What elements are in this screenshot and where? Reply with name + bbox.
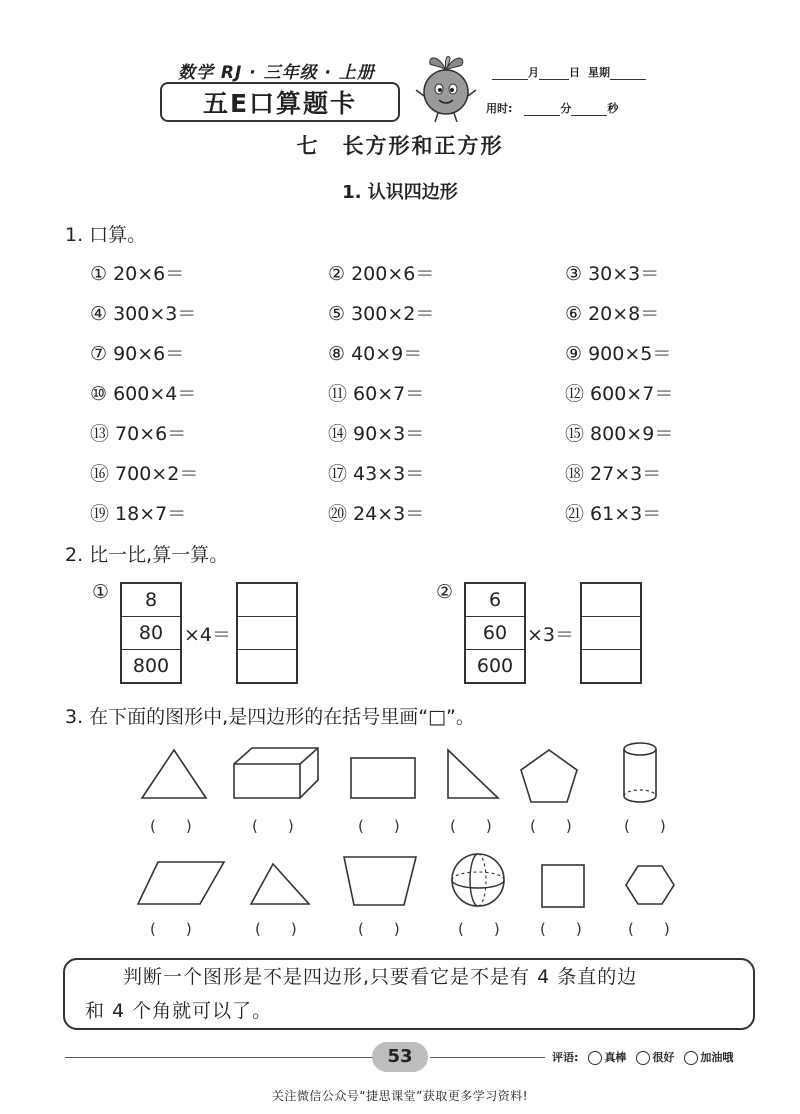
problem-1: ① 20×6＝	[90, 263, 185, 285]
problem-2: ② 200×6＝	[328, 263, 435, 285]
answer-paren[interactable]: ( )	[150, 920, 192, 938]
answer-paren[interactable]: ( )	[252, 817, 294, 835]
answer-box[interactable]	[582, 649, 640, 682]
problem-17: ⑰ 43×3＝	[328, 463, 425, 485]
group-2-answer-boxes	[580, 582, 642, 684]
trapezoid-shape	[340, 853, 420, 909]
page-number: 53	[372, 1042, 428, 1072]
rating-bar	[552, 1049, 733, 1065]
parallelogram-shape	[134, 858, 228, 908]
book-badge: 五E口算题卡	[160, 82, 400, 122]
group-1-value: 80	[122, 616, 180, 649]
group-1-index: ①	[92, 581, 110, 603]
triangle-shape	[138, 746, 210, 802]
group-2-index: ②	[436, 581, 454, 603]
problem-12: ⑫ 600×7＝	[565, 383, 674, 405]
problem-7: ⑦ 90×6＝	[90, 343, 185, 365]
rating-option: 真棒	[604, 1051, 627, 1064]
answer-paren[interactable]: ( )	[458, 920, 500, 938]
answer-paren[interactable]: ( )	[628, 920, 670, 938]
tip-box	[63, 958, 755, 1030]
problem-19: ⑲ 18×7＝	[90, 503, 187, 525]
problem-14: ⑭ 90×3＝	[328, 423, 425, 445]
answer-paren[interactable]: ( )	[255, 920, 297, 938]
smile-face-icon[interactable]	[588, 1051, 602, 1065]
group-1-values	[120, 582, 182, 684]
group-2-value: 600	[466, 649, 524, 682]
answer-paren[interactable]: ( )	[624, 817, 666, 835]
second-label: 秒	[607, 102, 619, 115]
answer-box[interactable]	[238, 584, 296, 616]
happy-face-icon[interactable]	[636, 1051, 650, 1065]
question-1-title: 1. 口算。	[65, 224, 147, 246]
obtuse-triangle-shape	[247, 860, 313, 908]
answer-paren[interactable]: ( )	[358, 920, 400, 938]
time-fields	[486, 100, 618, 116]
problem-15: ⑮ 800×9＝	[565, 423, 674, 445]
problem-16: ⑯ 700×2＝	[90, 463, 199, 485]
group-1-value: 800	[122, 649, 180, 682]
day-blank[interactable]	[539, 67, 569, 80]
weekday-label: 星期	[588, 66, 610, 79]
footer-divider	[65, 1057, 375, 1058]
problem-4: ④ 300×3＝	[90, 303, 197, 325]
second-blank[interactable]	[571, 103, 607, 116]
problem-5: ⑤ 300×2＝	[328, 303, 435, 325]
problem-13: ⑬ 70×6＝	[90, 423, 187, 445]
rating-option: 很好	[652, 1051, 675, 1064]
tip-line-1: 判断一个图形是不是四边形,只要看它是不是有 4 条直的边	[123, 966, 638, 988]
problem-9: ⑨ 900×5＝	[565, 343, 672, 365]
pentagon-shape	[517, 746, 581, 806]
answer-paren[interactable]: ( )	[150, 817, 192, 835]
group-1-answer-boxes	[236, 582, 298, 684]
group-2-multiplier: ×3＝	[527, 624, 575, 646]
cheer-face-icon[interactable]	[684, 1051, 698, 1065]
group-2-value: 60	[466, 616, 524, 649]
group-2-values	[464, 582, 526, 684]
time-label: 用时:	[486, 102, 513, 115]
tip-line-2: 和 4 个角就可以了。	[85, 1000, 273, 1022]
minute-blank[interactable]	[524, 103, 560, 116]
radish-mascot-icon	[408, 52, 484, 124]
problem-3: ③ 30×3＝	[565, 263, 660, 285]
cylinder-shape	[620, 740, 660, 806]
answer-paren[interactable]: ( )	[530, 817, 572, 835]
rating-label: 评语:	[552, 1051, 579, 1064]
month-blank[interactable]	[492, 67, 528, 80]
problem-6: ⑥ 20×8＝	[565, 303, 660, 325]
rating-option: 加油哦	[700, 1051, 734, 1064]
section-title: 1. 认识四边形	[342, 182, 458, 203]
answer-box[interactable]	[238, 649, 296, 682]
answer-paren[interactable]: ( )	[450, 817, 492, 835]
cuboid-shape	[230, 744, 322, 802]
question-3-title: 3. 在下面的图形中,是四边形的在括号里画“□”。	[65, 706, 475, 728]
hexagon-shape	[622, 862, 678, 908]
answer-paren[interactable]: ( )	[358, 817, 400, 835]
answer-paren[interactable]: ( )	[540, 920, 582, 938]
answer-box[interactable]	[238, 616, 296, 649]
problem-10: ⑩ 600×4＝	[90, 383, 197, 405]
group-2-value: 6	[488, 589, 502, 611]
right-triangle-shape	[444, 746, 502, 802]
minute-label: 分	[560, 102, 572, 115]
date-fields	[492, 64, 646, 80]
bottom-note: 关注微信公众号“捷思课堂”获取更多学习资料!	[271, 1089, 529, 1103]
problem-8: ⑧ 40×9＝	[328, 343, 423, 365]
problem-21: ㉑ 61×3＝	[565, 503, 662, 525]
problem-18: ⑱ 27×3＝	[565, 463, 662, 485]
sphere-shape	[448, 850, 508, 910]
question-2-title: 2. 比一比,算一算。	[65, 544, 229, 566]
square-shape	[538, 861, 588, 911]
group-1-value: 8	[144, 589, 158, 611]
answer-box[interactable]	[582, 616, 640, 649]
answer-box[interactable]	[582, 584, 640, 616]
chapter-title: 七 长方形和正方形	[296, 134, 504, 158]
book-subtitle: 数学 RJ · 三年级 · 上册	[178, 63, 375, 83]
problem-20: ⑳ 24×3＝	[328, 503, 425, 525]
weekday-blank[interactable]	[610, 67, 646, 80]
problem-11: ⑪ 60×7＝	[328, 383, 425, 405]
rectangle-shape	[347, 754, 419, 802]
month-label: 月	[528, 66, 539, 79]
group-1-multiplier: ×4＝	[184, 624, 232, 646]
footer-divider	[430, 1057, 545, 1058]
day-label: 日	[569, 66, 580, 79]
